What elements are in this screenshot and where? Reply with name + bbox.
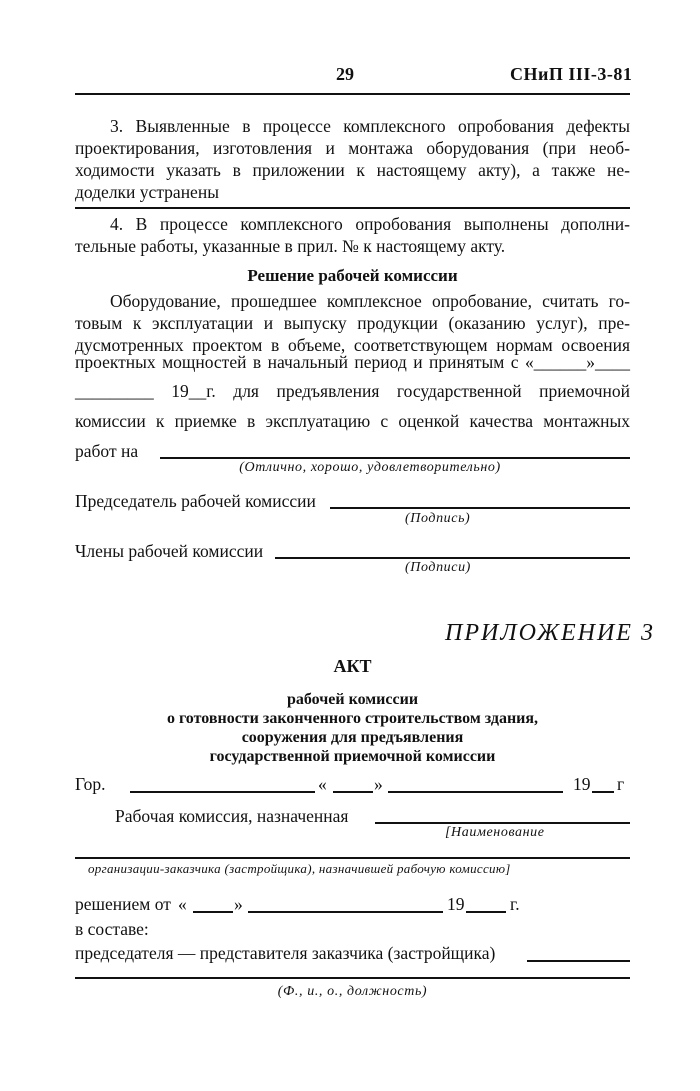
act-subtitle-line-1: рабочей комиссии xyxy=(286,691,419,708)
document-code: СНиП III-3-81 xyxy=(510,64,633,84)
decision-line-6: комиссии к приемке в эксплуатацию с оценкой качества монтажных xyxy=(75,411,630,431)
date-quote-open: « xyxy=(318,774,327,794)
city-label: Гор. xyxy=(75,774,106,794)
commission-fill-line xyxy=(375,822,630,824)
decision-month-fill-line xyxy=(248,911,443,913)
decision-line-1: Оборудование, прошедшее комплексное опробование, считать го- xyxy=(110,291,630,311)
paragraph-3-line-2: проектирования, изготовления и монтажа оборудования (при необ- xyxy=(75,138,630,158)
paragraph-3-fill-line xyxy=(75,207,630,209)
city-fill-line xyxy=(130,791,315,793)
name-caption: [Наименование xyxy=(445,825,545,840)
chairman-label: Председатель рабочей комиссии xyxy=(75,491,316,511)
date-day-fill-line xyxy=(333,791,373,793)
works-fill-line xyxy=(160,457,630,459)
paragraph-4-line-1: 4. В процессе комплексного опробования выполнены дополни- xyxy=(110,214,630,234)
decision-quote-open: « xyxy=(178,894,187,914)
members-label: Члены рабочей комиссии xyxy=(75,541,264,561)
decision-line-4: проектных мощностей в начальный период и принятым с «______»____ xyxy=(75,352,630,372)
composition-label: в составе: xyxy=(75,919,149,939)
paragraph-4-line-2: тельные работы, указанные в прил. № к настоящему акту. xyxy=(75,236,506,256)
paragraph-3-line-4: доделки устранены xyxy=(75,182,219,202)
decision-from-label: решением от xyxy=(75,894,171,914)
decision-year-suffix: г. xyxy=(510,894,520,914)
date-year-suffix: г xyxy=(617,774,625,794)
members-caption: (Подписи) xyxy=(405,560,471,575)
decision-line-5: _________ 19__г. для предъявления государственной приемочной xyxy=(75,381,630,401)
header-rule xyxy=(75,93,630,95)
date-year-prefix: 19 xyxy=(573,774,591,794)
commission-label: Рабочая комиссия, назначенная xyxy=(115,806,349,826)
decision-year-prefix: 19 xyxy=(447,894,465,914)
page-number: 29 xyxy=(336,64,354,84)
date-year-fill-line xyxy=(592,791,614,793)
act-title: АКТ xyxy=(333,656,372,676)
paragraph-3-line-1: 3. Выявленные в процессе комплексного опробования дефекты xyxy=(110,116,630,136)
chairman-caption: (Подпись) xyxy=(405,511,471,526)
date-quote-close: » xyxy=(374,774,383,794)
decision-quote-close: » xyxy=(234,894,243,914)
chairman-signature-line xyxy=(330,507,630,509)
decision-line-3: дусмотренных проектом в объеме, соответствующем нормам освоения xyxy=(75,335,630,355)
decision-day-fill-line xyxy=(193,911,233,913)
date-month-fill-line xyxy=(388,791,563,793)
chairman-representative-fill-line xyxy=(527,960,630,962)
members-signature-line xyxy=(275,557,630,559)
decision-year-fill-line xyxy=(466,911,506,913)
act-subtitle-line-2: о готовности законченного строительством здания, xyxy=(166,710,539,727)
decision-line-2: товым к эксплуатации и выпуску продукции (оказанию услуг), пре- xyxy=(75,313,630,333)
appendix-title: ПРИЛОЖЕНИЕ 3 xyxy=(445,620,655,646)
works-caption: (Отлично, хорошо, удовлетворительно) xyxy=(239,460,501,475)
works-label: работ на xyxy=(75,441,139,461)
organization-caption: организации-заказчика (застройщика), назначившей рабочую комиссию] xyxy=(88,861,511,876)
paragraph-3-line-3: ходимости указать в приложении к настоящему акту), а также не- xyxy=(75,160,630,180)
chairman-representative-fill-line-2 xyxy=(75,977,630,979)
fio-caption: (Ф., и., о., должность) xyxy=(277,984,428,999)
decision-heading: Решение рабочей комиссии xyxy=(247,266,458,285)
chairman-representative-label: председателя — представителя заказчика (застройщика) xyxy=(75,943,496,963)
act-subtitle-line-4: государственной приемочной комиссии xyxy=(209,748,496,765)
organization-fill-line xyxy=(75,857,630,859)
act-subtitle-line-3: сооружения для предъявления xyxy=(241,729,464,746)
